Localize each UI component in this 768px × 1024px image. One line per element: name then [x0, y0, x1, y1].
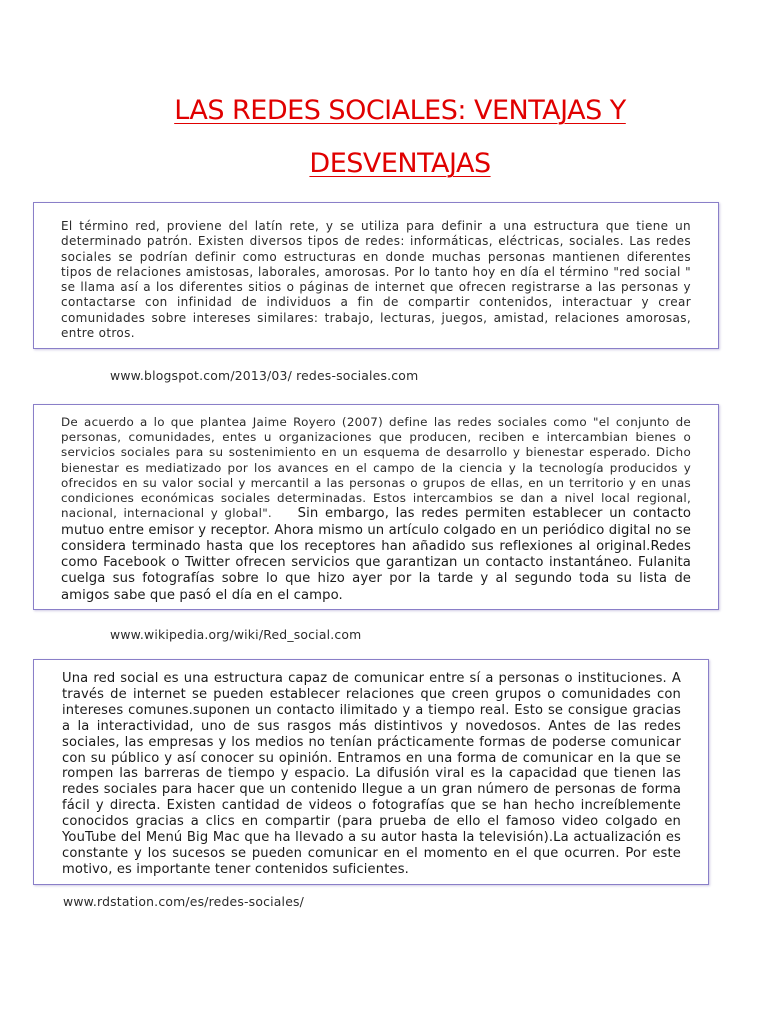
- text-box-royero: [33, 404, 719, 610]
- source-citation-rdstation: www.rdstation.com/es/redes-sociales/: [63, 894, 305, 909]
- definition-paragraph: El término red, proviene del latín rete, y se utiliza para definir a una estructura que tiene un determinado patrón. Existen diversos tipos de redes: informáticas, eléctricas, sociales. Las redes sociales se podrían definir como estructuras en donde muchas personas mantienen diferentes tipos de relaciones amistosas, laborales, amorosas. Por lo tanto hoy en día el término "red social " se llama así a los diferentes sitios o páginas de internet que ofrecen registrarse a las personas y contactarse con infinidad de individuos a fin de compartir contenidos, interactuar y crear comunidades sobre intereses similares: trabajo, lecturas, juegos, amistad, relaciones amorosas, entre otros.: [61, 219, 691, 341]
- source-citation-blogspot: www.blogspot.com/2013/03/ redes-sociales.com: [110, 368, 419, 383]
- contact-paragraph: Sin embargo, las redes permiten establecer un contacto mutuo entre emisor y receptor. Ahora mismo un artículo colgado en un periódico digital no se considera terminado hasta que los receptores han añadido sus reflexiones al original.Redes como Facebook o Twitter ofrecen servicios que garantizan un contacto instantáneo. Fulanita cuelga sus fotografías sobre lo que hizo ayer por la tarde y al segundo toda su lista de amigos sabe que pasó el día en el campo.: [61, 506, 692, 603]
- text-box-definition: [33, 202, 719, 349]
- page-title: LAS REDES SOCIALES: VENTAJAS Y DESVENTAJAS: [174, 95, 626, 179]
- source-citation-wikipedia: www.wikipedia.org/wiki/Red_social.com: [110, 627, 362, 642]
- text-box-social-network: [33, 659, 709, 885]
- royero-quote-text: De acuerdo a lo que plantea Jaime Royero (2007) define las redes sociales como "el conjunto de personas, comunidades, entes u organizaciones que producen, reciben e intercambian bienes o servicios sociales para su sostenimiento en un esquema de desarrollo y bienestar esperado. Dicho bienestar es mediatizado por los avances en el campo de la ciencia y la tecnología producidos y ofrecidos en su valor social y mercantil a las personas o grupos de ellas, en un territorio y en unas condiciones económicas sociales determinadas. Estos intercambios se dan a nivel local regional, nacional, internacional y global".: [61, 415, 691, 521]
- social-network-paragraph: Una red social es una estructura capaz de comunicar entre sí a personas o instituciones. A través de internet se pueden establecer relaciones que creen grupos o comunidades con intereses comunes.suponen un contacto ilimitado y a tiempo real. Esto se consigue gracias a la interactividad, uno de sus rasgos más distintivos y novedosos. Antes de las redes sociales, las empresas y los medios no tenían prácticamente formas de poderse comunicar con su público y así conocer su opinión. Entramos en una forma de comunicar en la que se rompen las barreras de tiempo y espacio. La difusión viral es la capacidad que tienen las redes sociales para hacer que un contenido llegue a un gran número de personas de forma fácil y directa. Existen cantidad de videos o fotografías que se han hecho increíblemente conocidos gracias a clics en compartir (para prueba de ello el famoso video colgado en YouTube del Menú Big Mac que ha llevado a su autor hasta la televisión).La actualización es constante y los sucesos se pueden comunicar en el momento en el que ocurren. Por este motivo, es importante tener contenidos suficientes.: [62, 671, 681, 877]
- royero-paragraph: [61, 415, 691, 604]
